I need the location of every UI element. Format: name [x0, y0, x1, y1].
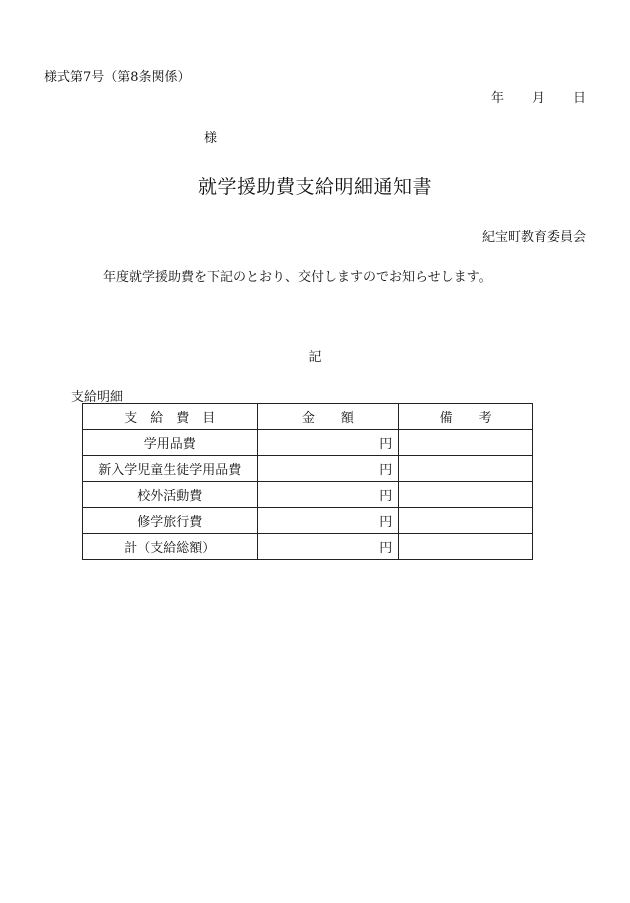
form-number: 様式第7号（第8条関係） — [44, 70, 191, 85]
row-amount-unit: 円 — [257, 456, 399, 482]
table-caption: 支給明細 — [71, 390, 124, 405]
header-amount: 金 額 — [257, 404, 399, 430]
recipient-suffix: 様 — [204, 131, 218, 146]
payment-detail-table — [82, 403, 533, 560]
row-note — [399, 482, 533, 508]
row-item: 学用品費 — [83, 430, 258, 456]
row-note — [399, 534, 533, 560]
table-row — [83, 482, 533, 508]
document-title: 就学援助費支給明細通知書 — [197, 176, 432, 198]
row-item: 新入学児童生徒学用品費 — [83, 456, 258, 482]
issuer-name: 紀宝町教育委員会 — [481, 230, 586, 245]
table-header-row — [83, 404, 533, 430]
body-text: 年度就学援助費を下記のとおり、交付しますのでお知らせします。 — [103, 270, 492, 285]
row-amount-unit: 円 — [257, 482, 399, 508]
header-note: 備 考 — [399, 404, 533, 430]
table-row — [83, 430, 533, 456]
row-item: 計（支給総額） — [83, 534, 258, 560]
table-row — [83, 456, 533, 482]
table-row — [83, 508, 533, 534]
row-note — [399, 430, 533, 456]
row-amount-unit: 円 — [257, 430, 399, 456]
row-amount-unit: 円 — [257, 508, 399, 534]
date-year-label: 年 — [490, 91, 504, 106]
date-day-label: 日 — [572, 91, 586, 106]
row-item: 校外活動費 — [83, 482, 258, 508]
table-total-row — [83, 534, 533, 560]
header-item: 支 給 費 目 — [83, 404, 258, 430]
row-note — [399, 508, 533, 534]
row-note — [399, 456, 533, 482]
row-amount-unit: 円 — [257, 534, 399, 560]
row-item: 修学旅行費 — [83, 508, 258, 534]
ki-label: 記 — [308, 350, 322, 365]
date-month-label: 月 — [531, 91, 545, 106]
date-line — [491, 87, 586, 106]
